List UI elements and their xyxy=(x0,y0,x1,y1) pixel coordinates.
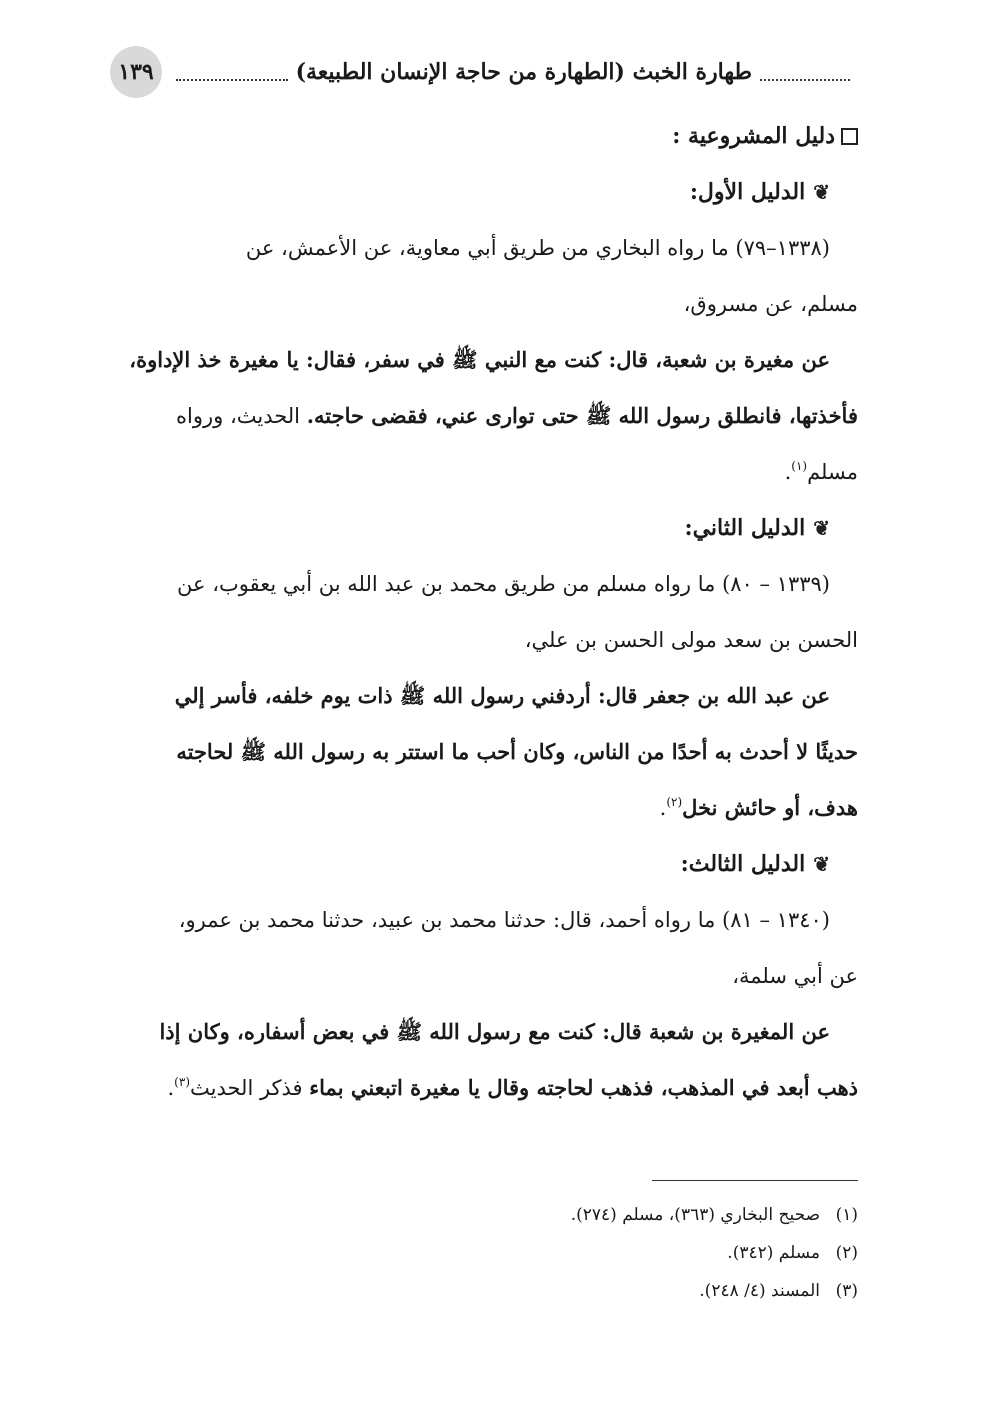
evidence-heading-third: ❦ الدليل الثالث: xyxy=(116,836,858,892)
footnote-item: (١)صحيح البخاري (٣٦٣)، مسلم (٢٧٤). xyxy=(570,1205,858,1225)
hadith-text-line: عن عبد الله بن جعفر قال: أردفني رسول الله ﷺ ذات يوم خلفه، فأسر إلي xyxy=(174,683,830,708)
evidence-heading-second: ❦ الدليل الثاني: xyxy=(116,500,858,556)
footnotes xyxy=(116,1196,858,1310)
paragraph-line: الحسن بن سعد مولى الحسن بن علي، xyxy=(524,628,858,652)
running-header xyxy=(110,44,850,100)
paragraph-line: مسلم$^{(١)}$. xyxy=(784,459,858,484)
evidence-heading-first: ❦ الدليل الأول: xyxy=(116,164,858,220)
header-title: طهارة الخبث (الطهارة من حاجة الإنسان الطبيعة) xyxy=(295,59,752,85)
leaf-ornament-icon: ❦ xyxy=(813,852,830,876)
hadith-text-line: حديثًا لا أحدث به أحدًا من الناس، وكان أحب ما استتر به رسول الله ﷺ لحاجته xyxy=(176,739,858,764)
footnote-divider xyxy=(652,1180,858,1181)
footnote-item: (٣)المسند (٤/ ٢٤٨). xyxy=(699,1281,858,1301)
section-heading: دليل المشروعية : xyxy=(116,108,858,164)
main-text xyxy=(116,108,858,1116)
hadith-text-line: ذهب أبعد في المذهب، فذهب لحاجته وقال يا مغيرة اتبعني بماء فذكر الحديث$^{(٣)}$. xyxy=(167,1075,858,1100)
checkbox-square-icon xyxy=(841,128,858,145)
header-dots-left xyxy=(176,79,288,81)
page-number: ١٣٩ xyxy=(110,46,162,98)
header-dots-right xyxy=(760,79,850,81)
hadith-text-line: عن مغيرة بن شعبة، قال: كنت مع النبي ﷺ في سفر، فقال: يا مغيرة خذ الإداوة، xyxy=(129,347,830,372)
footnote-ref[interactable]: (٣) xyxy=(174,1075,190,1089)
hadith-text-line: فأخذتها، فانطلق رسول الله ﷺ حتى توارى عني، فقضى حاجته. الحديث، ورواه xyxy=(176,403,858,428)
paragraph-line: عن أبي سلمة، xyxy=(732,964,858,988)
footnote-ref[interactable]: (١) xyxy=(791,459,808,473)
footnote-item: (٢)مسلم (٣٤٢). xyxy=(727,1243,858,1263)
paragraph-line: (١٣٤٠ – ٨١) ما رواه أحمد، قال: حدثنا محمد بن عبيد، حدثنا محمد بن عمرو، xyxy=(178,908,830,932)
leaf-ornament-icon: ❦ xyxy=(813,180,830,204)
hadith-text-line: عن المغيرة بن شعبة قال: كنت مع رسول الله ﷺ في بعض أسفاره، وكان إذا xyxy=(159,1019,830,1044)
leaf-ornament-icon: ❦ xyxy=(813,516,830,540)
paragraph-line: (١٣٣٨–٧٩) ما رواه البخاري من طريق أبي معاوية، عن الأعمش، عن xyxy=(245,236,830,260)
paragraph-line: مسلم، عن مسروق، xyxy=(683,292,858,316)
hadith-text-line: هدف، أو حائش نخل$^{(٢)}$. xyxy=(659,795,858,820)
paragraph-line: (١٣٣٩ – ٨٠) ما رواه مسلم من طريق محمد بن عبد الله بن أبي يعقوب، عن xyxy=(177,572,830,596)
footnote-ref[interactable]: (٢) xyxy=(666,795,683,809)
